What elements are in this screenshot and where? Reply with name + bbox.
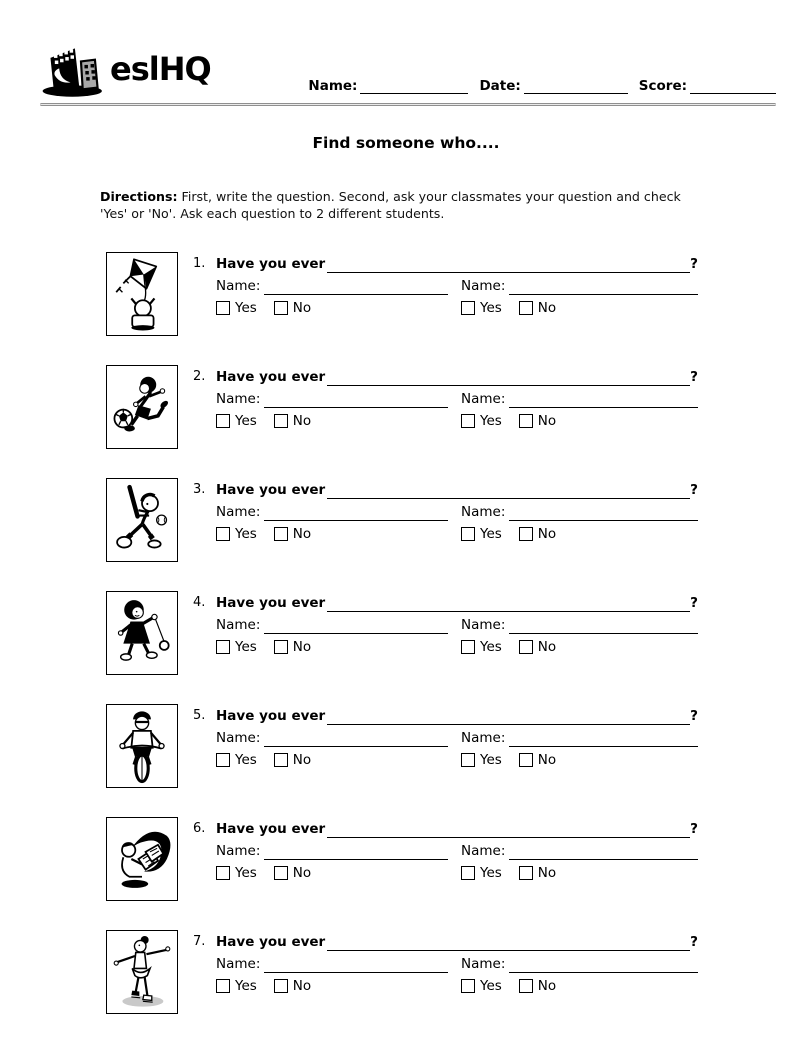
name-label: Name: (216, 956, 261, 972)
yes-checkbox[interactable] (216, 979, 230, 993)
score-field (639, 78, 776, 94)
yes-label: Yes (235, 978, 257, 994)
name-label: Name: (461, 843, 506, 859)
student-2-column (461, 500, 698, 542)
yes-label: Yes (235, 526, 257, 542)
student-name-blank[interactable] (264, 730, 448, 747)
student-2-column (461, 726, 698, 768)
soccer-kicking-icon (110, 369, 174, 445)
yes-label: Yes (480, 413, 502, 429)
student-2-column (461, 613, 698, 655)
no-checkbox[interactable] (519, 414, 533, 428)
yes-checkbox[interactable] (461, 979, 475, 993)
directions-label: Directions: (100, 189, 178, 204)
activity-image-box (106, 252, 178, 336)
name-label: Name: (216, 730, 261, 746)
question-blank-line[interactable] (327, 707, 690, 725)
worksheet-title: Find someone who.... (312, 134, 500, 152)
activity-image-box (106, 478, 178, 562)
student-name-blank[interactable] (509, 730, 698, 747)
no-label: No (292, 978, 312, 994)
question-mark: ? (690, 369, 698, 385)
yes-label: Yes (480, 752, 502, 768)
question-label: Have you ever (216, 369, 326, 385)
no-label: No (292, 639, 312, 655)
student-2-column (461, 952, 698, 994)
yes-label: Yes (480, 639, 502, 655)
header-divider (40, 103, 776, 106)
question-number: 3. (193, 482, 206, 497)
yes-label: Yes (480, 865, 502, 881)
header-fields (308, 78, 776, 102)
question-mark: ? (690, 934, 698, 950)
yes-checkbox[interactable] (461, 414, 475, 428)
question-label: Have you ever (216, 934, 326, 950)
name-label: Name: (216, 843, 261, 859)
question-number: 4. (193, 595, 206, 610)
name-label: Name: (216, 278, 261, 294)
name-label: Name: (216, 504, 261, 520)
name-label: Name: (461, 956, 506, 972)
name-label: Name: (461, 391, 506, 407)
yes-label: Yes (480, 978, 502, 994)
student-name-blank[interactable] (264, 504, 448, 521)
yes-checkbox[interactable] (461, 753, 475, 767)
no-checkbox[interactable] (519, 753, 533, 767)
no-checkbox[interactable] (519, 866, 533, 880)
activity-image-box (106, 930, 178, 1014)
no-checkbox[interactable] (274, 866, 288, 880)
bike-riding-icon (110, 708, 174, 784)
question-blank-line[interactable] (327, 933, 690, 951)
question-label: Have you ever (216, 595, 326, 611)
no-label: No (537, 978, 557, 994)
name-label: Name: (461, 504, 506, 520)
question-row-2 (106, 365, 698, 449)
student-name-blank[interactable] (509, 956, 698, 973)
question-row-3 (106, 478, 698, 562)
yes-checkbox[interactable] (216, 640, 230, 654)
no-label: No (292, 865, 312, 881)
page-header (40, 40, 776, 102)
question-number: 5. (193, 708, 206, 723)
newspaper-reading-icon (110, 821, 174, 897)
student-2-column (461, 839, 698, 881)
activity-image-box (106, 817, 178, 901)
directions-text: Directions: First, write the question. Second, ask your classmates your question and check 'Yes' or 'No'. Ask each question to 2 different students. (100, 189, 681, 221)
row-content (193, 817, 698, 901)
no-label: No (537, 413, 557, 429)
no-label: No (292, 752, 312, 768)
question-blank-line[interactable] (327, 481, 690, 499)
student-1-column (216, 500, 448, 542)
student-name-blank[interactable] (509, 843, 698, 860)
name-blank-line[interactable] (360, 79, 468, 94)
no-label: No (537, 865, 557, 881)
student-name-blank[interactable] (264, 843, 448, 860)
logo-text: eslHQ (110, 50, 211, 88)
buildings-logo-icon (40, 41, 108, 101)
no-checkbox[interactable] (274, 527, 288, 541)
no-checkbox[interactable] (519, 301, 533, 315)
question-blank-line[interactable] (327, 594, 690, 612)
question-number: 1. (193, 256, 206, 271)
row-content (193, 365, 698, 449)
no-label: No (292, 413, 312, 429)
row-content (193, 930, 698, 1014)
name-label: Name: (461, 730, 506, 746)
question-list (106, 252, 698, 1043)
question-mark: ? (690, 595, 698, 611)
question-mark: ? (690, 821, 698, 837)
yes-label: Yes (235, 413, 257, 429)
no-label: No (537, 639, 557, 655)
yes-checkbox[interactable] (461, 640, 475, 654)
question-label: Have you ever (216, 821, 326, 837)
yes-label: Yes (235, 865, 257, 881)
student-name-blank[interactable] (509, 391, 698, 408)
kite-flying-icon (110, 256, 174, 332)
yes-checkbox[interactable] (216, 866, 230, 880)
student-name-blank[interactable] (264, 391, 448, 408)
no-checkbox[interactable] (274, 979, 288, 993)
no-checkbox[interactable] (519, 527, 533, 541)
question-row-6 (106, 817, 698, 901)
no-checkbox[interactable] (274, 753, 288, 767)
student-name-blank[interactable] (264, 617, 448, 634)
student-1-column (216, 952, 448, 994)
name-label: Name: (461, 617, 506, 633)
no-checkbox[interactable] (274, 640, 288, 654)
question-mark: ? (690, 256, 698, 272)
student-name-blank[interactable] (509, 278, 698, 295)
row-content (193, 704, 698, 788)
yes-checkbox[interactable] (216, 753, 230, 767)
yes-label: Yes (480, 526, 502, 542)
no-label: No (292, 300, 312, 316)
yes-checkbox[interactable] (216, 301, 230, 315)
question-number: 7. (193, 934, 206, 949)
no-checkbox[interactable] (274, 301, 288, 315)
student-name-blank[interactable] (509, 504, 698, 521)
no-checkbox[interactable] (519, 979, 533, 993)
row-content (193, 591, 698, 675)
question-row-5 (106, 704, 698, 788)
eslhq-logo (40, 40, 211, 102)
question-label: Have you ever (216, 708, 326, 724)
question-blank-line[interactable] (327, 820, 690, 838)
yes-label: Yes (235, 639, 257, 655)
student-name-blank[interactable] (264, 278, 448, 295)
baseball-batting-icon (110, 482, 174, 558)
no-label: No (292, 526, 312, 542)
activity-image-box (106, 365, 178, 449)
name-label: Name: (216, 391, 261, 407)
student-2-column (461, 274, 698, 316)
no-checkbox[interactable] (519, 640, 533, 654)
no-label: No (537, 300, 557, 316)
question-blank-line[interactable] (327, 255, 690, 273)
student-1-column (216, 839, 448, 881)
student-1-column (216, 274, 448, 316)
student-2-column (461, 387, 698, 429)
yes-checkbox[interactable] (461, 866, 475, 880)
name-field (308, 78, 468, 94)
question-number: 6. (193, 821, 206, 836)
yes-checkbox[interactable] (461, 527, 475, 541)
question-row-1 (106, 252, 698, 336)
student-1-column (216, 726, 448, 768)
no-label: No (537, 526, 557, 542)
yes-checkbox[interactable] (461, 301, 475, 315)
row-content (193, 252, 698, 336)
question-label: Have you ever (216, 482, 326, 498)
score-blank-line[interactable] (690, 79, 776, 94)
question-row-7 (106, 930, 698, 1014)
question-mark: ? (690, 708, 698, 724)
yes-label: Yes (235, 300, 257, 316)
activity-image-box (106, 591, 178, 675)
yes-label: Yes (235, 752, 257, 768)
question-mark: ? (690, 482, 698, 498)
student-1-column (216, 613, 448, 655)
date-field (479, 78, 627, 94)
yes-checkbox[interactable] (216, 527, 230, 541)
no-checkbox[interactable] (274, 414, 288, 428)
student-1-column (216, 387, 448, 429)
name-field-label: Name: (308, 78, 358, 94)
question-number: 2. (193, 369, 206, 384)
name-label: Name: (216, 617, 261, 633)
date-blank-line[interactable] (524, 79, 628, 94)
activity-image-box (106, 704, 178, 788)
yes-label: Yes (480, 300, 502, 316)
question-row-4 (106, 591, 698, 675)
question-label: Have you ever (216, 256, 326, 272)
question-blank-line[interactable] (327, 368, 690, 386)
student-name-blank[interactable] (509, 617, 698, 634)
row-content (193, 478, 698, 562)
score-field-label: Score: (638, 78, 687, 94)
student-name-blank[interactable] (264, 956, 448, 973)
date-field-label: Date: (479, 78, 521, 94)
name-label: Name: (461, 278, 506, 294)
yes-checkbox[interactable] (216, 414, 230, 428)
no-label: No (537, 752, 557, 768)
ice-skating-icon (110, 934, 174, 1010)
yoyo-playing-icon (110, 595, 174, 671)
